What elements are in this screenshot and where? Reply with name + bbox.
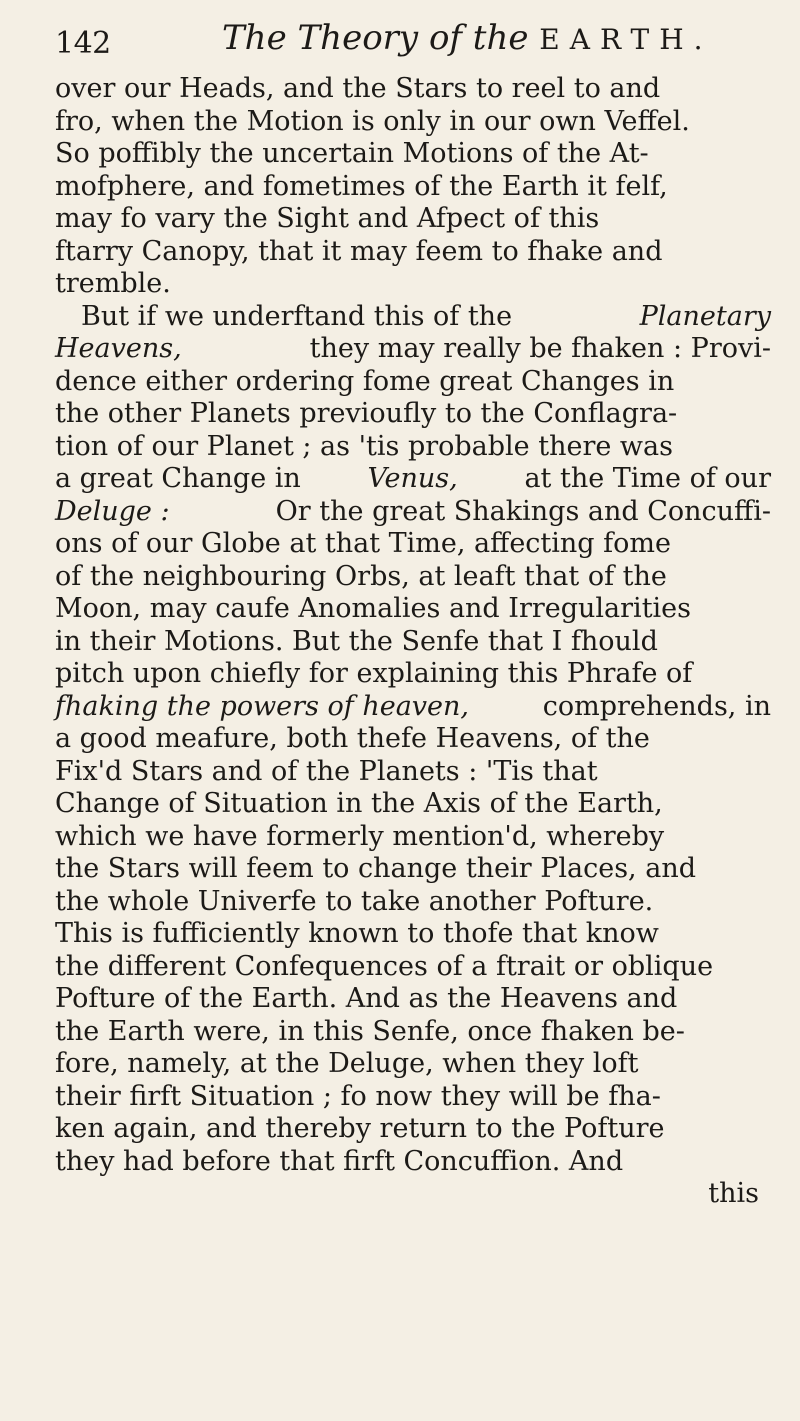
text-line bbox=[55, 268, 771, 301]
line-text: Pofture of the Earth. And as the Heavens and bbox=[55, 983, 678, 1014]
catchword: this bbox=[708, 1178, 759, 1209]
text-line bbox=[55, 723, 771, 756]
text-line bbox=[55, 691, 771, 724]
text-line bbox=[55, 756, 771, 789]
body-text bbox=[55, 73, 771, 1211]
text-line bbox=[55, 1016, 771, 1049]
text-line bbox=[55, 106, 771, 139]
text-line bbox=[55, 951, 771, 984]
text-line bbox=[55, 1113, 771, 1146]
text-line bbox=[55, 333, 771, 366]
text-line bbox=[55, 301, 771, 334]
text-line bbox=[55, 918, 771, 951]
text-line bbox=[55, 886, 771, 919]
line-text: dence either ordering fome great Changes in bbox=[55, 365, 675, 397]
line-text: tion of our Planet ; as 'tis probable there was bbox=[55, 430, 673, 462]
text-line bbox=[55, 1146, 771, 1179]
text-line bbox=[55, 398, 771, 431]
running-head bbox=[222, 18, 713, 58]
line-text: they may really be fhaken : Provi- bbox=[309, 333, 771, 364]
text-line bbox=[55, 463, 771, 496]
line-text: a great Change in bbox=[55, 463, 301, 494]
text-line bbox=[55, 1081, 771, 1114]
line-text: Or the great Shakings and Concuffi- bbox=[275, 495, 771, 527]
line-text: But if we underftand this of the bbox=[81, 300, 513, 332]
line-text: This is fufficiently known to thofe that know bbox=[55, 918, 659, 949]
line-text: which we have formerly mention'd, whereby bbox=[55, 820, 665, 852]
text-line bbox=[55, 626, 771, 659]
line-text: over our Heads, and the Stars to reel to and bbox=[55, 73, 661, 104]
text-line bbox=[55, 983, 771, 1016]
line-text: ken again, and thereby return to the Pofture bbox=[55, 1113, 665, 1144]
line-text: pitch upon chiefly for explaining this Phrafe of bbox=[55, 658, 693, 689]
line-italic-text: Deluge : bbox=[55, 495, 170, 527]
line-text: at the Time of our bbox=[524, 463, 771, 494]
line-text: the different Confequences of a ftrait or oblique bbox=[55, 950, 714, 982]
running-head-caps: EARTH. bbox=[539, 23, 713, 56]
line-text: ftarry Canopy, that it may feem to fhake and bbox=[55, 235, 663, 267]
line-text: a good meafure, both thefe Heavens, of the bbox=[55, 723, 650, 754]
text-line bbox=[55, 203, 771, 236]
page-number: 142 bbox=[55, 26, 111, 61]
line-text: mofphere, and fometimes of the Earth it felf, bbox=[55, 170, 668, 202]
text-line bbox=[55, 593, 771, 626]
text-line bbox=[55, 853, 771, 886]
text-line bbox=[55, 1048, 771, 1081]
running-head-title: The Theory of the bbox=[222, 18, 529, 58]
line-text: Moon, may caufe Anomalies and Irregularities bbox=[55, 593, 692, 624]
line-italic-text: fhaking the powers of heaven, bbox=[55, 690, 470, 722]
line-text: tremble. bbox=[55, 268, 171, 299]
line-text: in their Motions. But the Senfe that I fhould bbox=[55, 625, 658, 657]
catchword-line bbox=[55, 1178, 771, 1211]
text-line bbox=[55, 658, 771, 691]
line-text: of the neighbouring Orbs, at leaft that of the bbox=[55, 560, 667, 592]
line-text: the Stars will feem to change their Places, and bbox=[55, 853, 696, 884]
text-line bbox=[55, 366, 771, 399]
line-italic-text: Venus, bbox=[367, 463, 458, 494]
line-text: the whole Univerfe to take another Pofture. bbox=[55, 885, 654, 917]
line-text: Fix'd Stars and of the Planets : 'Tis that bbox=[55, 755, 598, 787]
page-header bbox=[0, 12, 800, 60]
text-line bbox=[55, 73, 771, 106]
line-text: the Earth were, in this Senfe, once fhaken be- bbox=[55, 1015, 685, 1047]
text-line bbox=[55, 236, 771, 269]
text-line bbox=[55, 561, 771, 594]
text-line bbox=[55, 528, 771, 561]
line-text: Change of Situation in the Axis of the Earth, bbox=[55, 788, 663, 819]
line-text: fore, namely, at the Deluge, when they loft bbox=[55, 1048, 639, 1079]
line-text: So poffibly the uncertain Motions of the At- bbox=[55, 138, 649, 169]
text-line bbox=[55, 138, 771, 171]
line-text: their firft Situation ; fo now they will be fha- bbox=[55, 1080, 661, 1112]
text-line bbox=[55, 496, 771, 529]
line-text: the other Planets previoufly to the Conflagra- bbox=[55, 398, 678, 429]
text-line bbox=[55, 788, 771, 821]
text-line bbox=[55, 431, 771, 464]
line-text: they had before that firft Concuffion. And bbox=[55, 1145, 624, 1177]
line-text: ons of our Globe at that Time, affecting fome bbox=[55, 528, 671, 559]
line-italic-text: Planetary bbox=[639, 300, 771, 332]
line-text: comprehends, in bbox=[542, 690, 771, 722]
line-italic-text: Heavens, bbox=[55, 333, 182, 364]
line-text: may fo vary the Sight and Afpect of this bbox=[55, 203, 600, 234]
text-line bbox=[55, 821, 771, 854]
text-line bbox=[55, 171, 771, 204]
line-text: fro, when the Motion is only in our own Veffel. bbox=[55, 105, 690, 137]
